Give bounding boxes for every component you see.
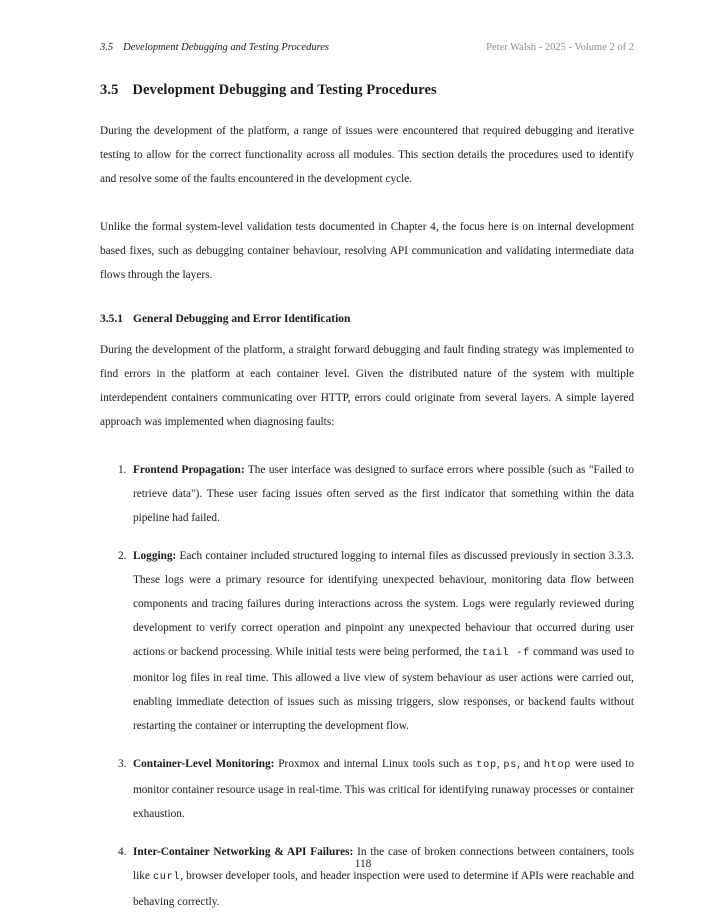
subsection-heading xyxy=(100,313,634,327)
list-item-text: Each container included structured logging to internal files as discussed previously in section 3.3.3. These logs were a primary resource for identifying unexpected behaviour, monitoring data flow between components and tracing failures during interactions across the system. Logs were regularly reviewed during development to verify correct operation and pinpoint any unexpected behaviour that occurred during user actions or backend processing. While initial tests were being performed, the xyxy=(133,550,634,659)
inline-code-top: top xyxy=(476,760,497,772)
list-item-text: , and xyxy=(517,758,544,771)
debugging-steps-list xyxy=(100,458,634,914)
list-item-text: , xyxy=(496,758,504,771)
page-content xyxy=(100,82,634,914)
list-item xyxy=(100,458,634,530)
list-item-marker: 2. xyxy=(118,550,127,563)
subsection-heading-title: General Debugging and Error Identification xyxy=(133,313,351,326)
subsection-heading-number: 3.5.1 xyxy=(100,313,123,326)
list-item-text: , browser developer tools, and header inspection were used to determine if APIs were reachable and behaving correctly. xyxy=(133,870,634,909)
inline-code-htop: htop xyxy=(543,760,572,772)
page-number: 118 xyxy=(354,858,372,870)
running-header-author: Peter Walsh - 2025 - Volume 2 of 2 xyxy=(486,42,634,53)
list-item xyxy=(100,840,634,914)
section-heading xyxy=(100,82,634,99)
inline-code-curl: curl xyxy=(152,872,181,884)
paragraph-intro-1: During the development of the platform, a range of issues were encountered that required debugging and iterative testing to allow for the correct functionality across all modules. This section details the procedures used to identify and resolve some of the faults encountered in the development cycle. xyxy=(100,125,634,186)
running-header-section-title: Development Debugging and Testing Procedures xyxy=(123,42,330,53)
section-heading-number: 3.5 xyxy=(100,82,119,98)
list-item-text: The user interface was designed to surface errors where possible (such as "Failed to retrieve data"). These user facing issues often served as the first indicator that something within the data pipeline had failed. xyxy=(133,464,634,525)
list-item-marker: 3. xyxy=(118,758,127,771)
running-header-section-number: 3.5 xyxy=(100,42,114,53)
inline-code-ps: ps xyxy=(503,760,518,772)
list-item-text: Proxmox and internal Linux tools such as xyxy=(274,758,477,771)
list-item-marker: 4. xyxy=(118,846,127,859)
list-item-marker: 1. xyxy=(118,464,127,477)
list-item-lead: Frontend Propagation: xyxy=(133,464,245,477)
list-item xyxy=(100,752,634,826)
list-item-text: command was used to monitor log files in real time. This allowed a live view of system behaviour as user actions were carried out, enabling immediate detection of issues such as missing triggers, slow responses, or backend faults without restarting the container or interrupting the development flow. xyxy=(133,646,634,733)
section-heading-title: Development Debugging and Testing Procedures xyxy=(132,82,437,98)
list-item-lead: Inter-Container Networking & API Failures: xyxy=(133,846,354,859)
inline-code-tail: tail -f xyxy=(481,648,530,660)
running-header-section xyxy=(100,42,329,53)
paragraph-subsection-intro: During the development of the platform, a straight forward debugging and fault finding strategy was implemented to find errors in the platform at each container level. Given the distributed nature of the system with multiple interdependent containers communicating over HTTP, errors could originate from several layers. A simple layered approach was implemented when diagnosing faults: xyxy=(100,344,634,429)
list-item-lead: Logging: xyxy=(133,550,177,563)
list-item-text: In the case of broken connections between containers, tools like xyxy=(133,846,634,883)
list-item-text: were used to monitor container resource usage in real-time. This was critical for identifying runaway processes or container exhaustion. xyxy=(133,758,635,821)
list-item-lead: Container-Level Monitoring: xyxy=(133,758,275,771)
list-item xyxy=(100,544,634,738)
paragraph-intro-2: Unlike the formal system-level validation tests documented in Chapter 4, the focus here is on internal development based fixes, such as debugging container behaviour, resolving API communication and validating intermediate data flows through the layers. xyxy=(100,221,634,282)
running-header xyxy=(100,42,634,53)
